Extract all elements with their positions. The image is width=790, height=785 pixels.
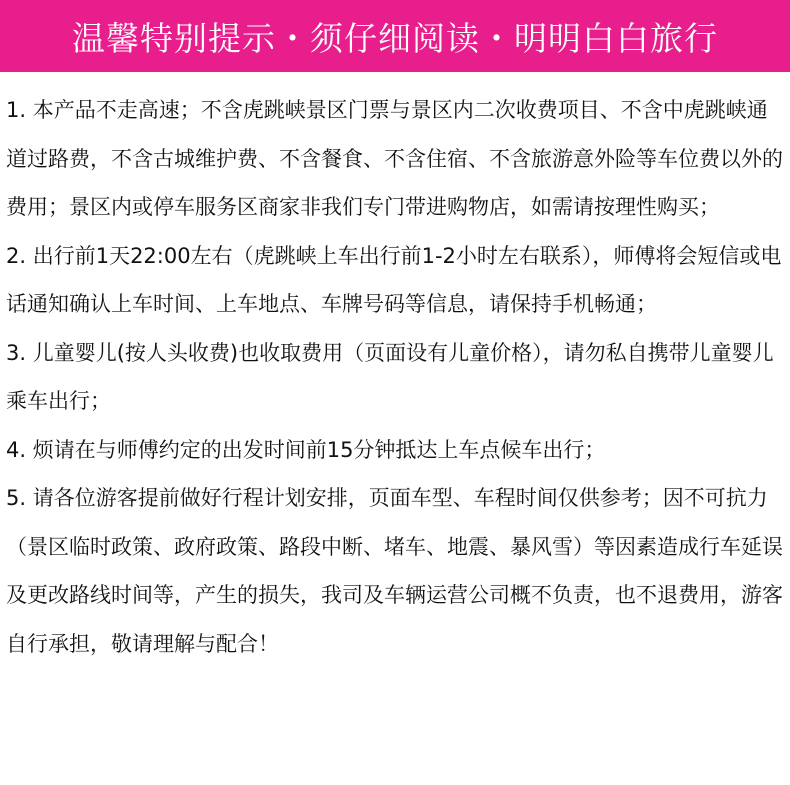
notice-item-2: 2. 出行前1天22:00左右（虎跳峡上车出行前1-2小时左右联系），师傅将会短信或电话通知确认上车时间、上车地点、车牌号码等信息，请保持手机畅通；	[6, 243, 782, 316]
notice-item-3: 3. 儿童婴儿(按人头收费)也收取费用（页面设有儿童价格），请勿私自携带儿童婴儿乘车出行；	[6, 340, 774, 413]
notice-item-1: 1. 本产品不走高速；不含虎跳峡景区门票与景区内二次收费项目、不含中虎跳峡通道过路费，不含古城维护费、不含餐食、不含住宿、不含旅游意外险等车位费以外的费用；景区内或停车服务区商家非我们专门带进购物店，如需请按理性购买；	[6, 98, 783, 219]
notice-banner	[0, 0, 790, 72]
notice-item-4: 4. 烦请在与师傅约定的出发时间前15分钟抵达上车点候车出行；	[6, 437, 606, 462]
notice-list	[0, 72, 790, 668]
banner-title: 温馨特别提示・须仔细阅读・明明白白旅行	[72, 18, 718, 58]
notice-item-5: 5. 请各位游客提前做好行程计划安排，页面车型、车程时间仅供参考；因不可抗力（景区临时政策、政府政策、路段中断、堵车、地震、暴风雪）等因素造成行车延误及更改路线时间等，产生的损失，我司及车辆运营公司概不负责，也不退费用，游客自行承担，敬请理解与配合！	[6, 486, 783, 656]
